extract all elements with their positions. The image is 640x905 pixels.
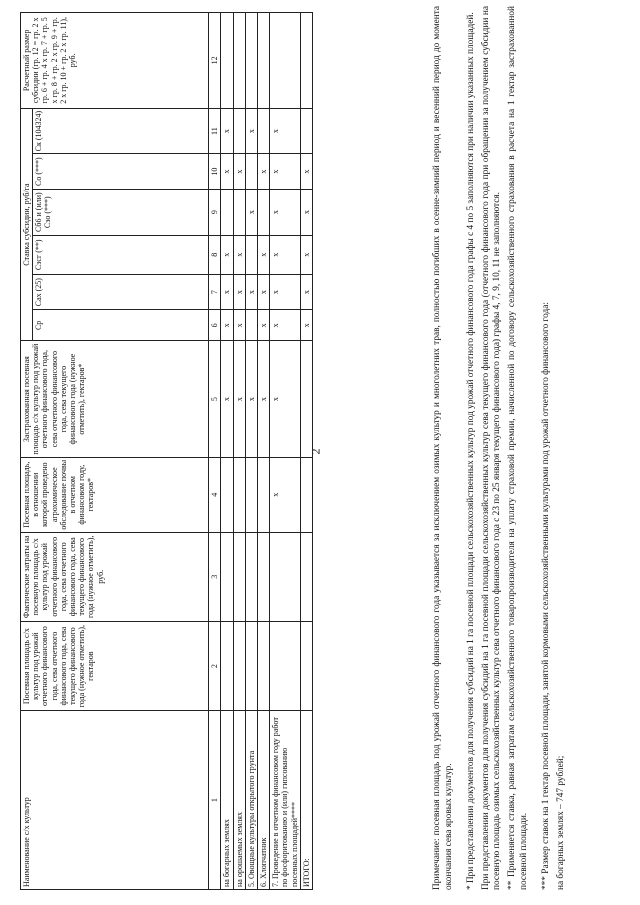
table-body [221, 13, 313, 890]
row-cell [270, 621, 301, 710]
colnum: 7 [209, 274, 221, 309]
colnum: 6 [209, 310, 221, 341]
header-col5: Застрахованная посевная площадь с/х культур под урожай отчетного финансового года, сева отчетного финансового года, сева текущего финансового года (нужное отметить), гектаров* [21, 341, 209, 457]
row-cell [221, 13, 233, 109]
row-cell [257, 457, 269, 532]
row-cell [300, 341, 312, 457]
row-cell [221, 621, 233, 710]
row-cell: x [270, 274, 301, 309]
row-cell [245, 621, 257, 710]
note-main: Примечание: посевная площадь под урожай отчетного финансового года указывается за исключением озимых культур и многолетних трав, полностью погибших в осенне-зимний период и весенний период до момента окончания сева яровых культур. [432, 6, 454, 890]
row-cell: x [221, 235, 233, 274]
table-row [221, 13, 233, 890]
header-name: Наименование с/х культур [21, 711, 209, 890]
row-cell: x [221, 341, 233, 457]
colnum: 9 [209, 189, 221, 235]
row-cell: x [270, 310, 301, 341]
header-sah: Сах (25) [33, 274, 209, 309]
row-cell: x [300, 235, 312, 274]
row-cell [233, 13, 245, 109]
row-cell [257, 621, 269, 710]
table-row [245, 13, 257, 890]
colnum: 12 [209, 13, 221, 109]
row-cell: x [221, 310, 233, 341]
note-star3: *** Размер ставок на 1 гектар посевной площади, занятой кормовыми сельскохозяйственными культурами под урожай отчетного финансового года: [541, 302, 552, 890]
column-numbers-row [209, 13, 221, 890]
row-cell: x [233, 310, 245, 341]
row-name: 7. Проведение в отчетном финансовом году работ по фосфоритованию и (или) гипсованию посевных площадей**** [270, 711, 301, 890]
row-cell: x [257, 341, 269, 457]
notes-block [432, 6, 570, 890]
colnum: 8 [209, 235, 221, 274]
row-cell: x [221, 108, 233, 154]
row-name: 6. Хлопчатник [257, 711, 269, 890]
row-cell [257, 13, 269, 109]
row-name: на богарных землях [221, 711, 233, 890]
colnum: 2 [209, 621, 221, 710]
row-cell: x [233, 274, 245, 309]
row-cell: x [270, 457, 301, 532]
row-cell [300, 457, 312, 532]
row-name: ИТОГО: [300, 711, 312, 890]
subsidy-table [20, 12, 313, 890]
colnum: 3 [209, 532, 221, 621]
row-cell: x [233, 235, 245, 274]
row-cell [245, 13, 257, 109]
page-number: 2 [308, 448, 323, 455]
row-cell [245, 154, 257, 189]
colnum: 11 [209, 108, 221, 154]
row-cell: x [300, 310, 312, 341]
row-cell [245, 310, 257, 341]
rotated-page [14, 0, 624, 890]
row-cell: x [245, 189, 257, 235]
colnum: 5 [209, 341, 221, 457]
row-cell [300, 13, 312, 109]
note-star1-cont: При представлении документов для получения субсидий на 1 га посевной площади сельскохозяйственных культур сева текущего финансового года (отчетного финансового года при обращении за получением субсидии на посевную площадь озимых сельскохозяйственных культур сева отчетного финансового года с 23 по 25 января текущего финансового года) графы 4, 7, 9, 10, 11 не заполняются. [480, 6, 503, 890]
row-cell: x [245, 341, 257, 457]
header-sk: Ск (104324) [33, 108, 209, 154]
row-cell [221, 532, 233, 621]
row-cell: x [300, 189, 312, 235]
row-cell: x [221, 154, 233, 189]
row-cell [233, 457, 245, 532]
row-cell: x [233, 341, 245, 457]
row-name: 5. Овощные культуры открытого грунта [245, 711, 257, 890]
colnum: 4 [209, 457, 221, 532]
row-cell [300, 108, 312, 154]
row-cell: x [270, 189, 301, 235]
row-cell: x [257, 310, 269, 341]
row-cell: x [245, 274, 257, 309]
row-cell [233, 621, 245, 710]
row-cell [245, 457, 257, 532]
row-cell [257, 189, 269, 235]
header-col2: Посевная площадь с/х культур под урожай отчетного финансового года, сева отчетного финансового года, сева текущего финансового года (нужное отметить), гектаров [21, 621, 209, 710]
row-cell [257, 532, 269, 621]
table-row [270, 13, 301, 890]
header-szs: Сзсг (**) [33, 235, 209, 274]
row-cell: x [300, 154, 312, 189]
row-cell [221, 457, 233, 532]
row-cell [233, 532, 245, 621]
row-cell [270, 13, 301, 109]
row-name: на орошаемых землях [233, 711, 245, 890]
row-cell [233, 189, 245, 235]
note-star2: ** Применяется ставка, равная затратам сельскохозяйственного товаропроизводителя на уплату страховой премии, начисленной по договору сельскохозяйственного страхования в расчета на 1 гектар застрахованной посевной площади. [507, 6, 529, 890]
header-col3: Фактические затраты на посевную площадь с/х культур под урожай отчетного финансового года, сева отчетного финансового года, сева текущего финансового года (нужное отметить), руб. [21, 532, 209, 621]
note-star1: * При представлении документов для получения субсидий на 1 га посевной площади сельскохозяйственных культур под урожай отчетного финансового года графы с 4 по 5 заполняются при наличии указанных площадей. [466, 12, 477, 890]
row-cell [245, 235, 257, 274]
header-col4: Посевная площадь, в отношении которой проведено агрохимическое обследование почвы в отчетном финансовом году, гектаров* [21, 457, 209, 532]
note-star3-rate: на богарных землях – 747 рублей; [555, 755, 566, 890]
row-cell: x [270, 154, 301, 189]
row-cell: x [270, 341, 301, 457]
row-cell [257, 108, 269, 154]
row-cell [221, 189, 233, 235]
row-cell [245, 532, 257, 621]
row-cell: x [300, 274, 312, 309]
colnum: 1 [209, 711, 221, 890]
header-sb: Сб6 и (или) Сзо (***) [33, 189, 209, 235]
row-cell: x [257, 274, 269, 309]
row-cell: x [257, 154, 269, 189]
row-cell: x [257, 235, 269, 274]
header-cp: Ср [33, 310, 209, 341]
header-stavka: Ставка субсидии, руб/га [21, 108, 33, 341]
row-cell: x [233, 154, 245, 189]
row-cell: x [245, 108, 257, 154]
table-row [233, 13, 245, 890]
row-cell: x [221, 274, 233, 309]
row-cell [270, 532, 301, 621]
header-so: Со (***) [33, 154, 209, 189]
table-row [257, 13, 269, 890]
row-cell [300, 621, 312, 710]
row-cell: x [270, 235, 301, 274]
row-cell [233, 108, 245, 154]
header-calc: Расчетный размер субсидии (гр. 12 = гр. 2 х гр. 6 + гр. 4 х гр. 7 + гр. 5 х гр. 8 + гр. 2 х гр. 9 + гр. 2 х гр. 10 + гр. 2 х гр. 11), руб. [21, 13, 209, 109]
colnum: 10 [209, 154, 221, 189]
row-cell [300, 532, 312, 621]
table-row [300, 13, 312, 890]
row-cell: x [270, 108, 301, 154]
